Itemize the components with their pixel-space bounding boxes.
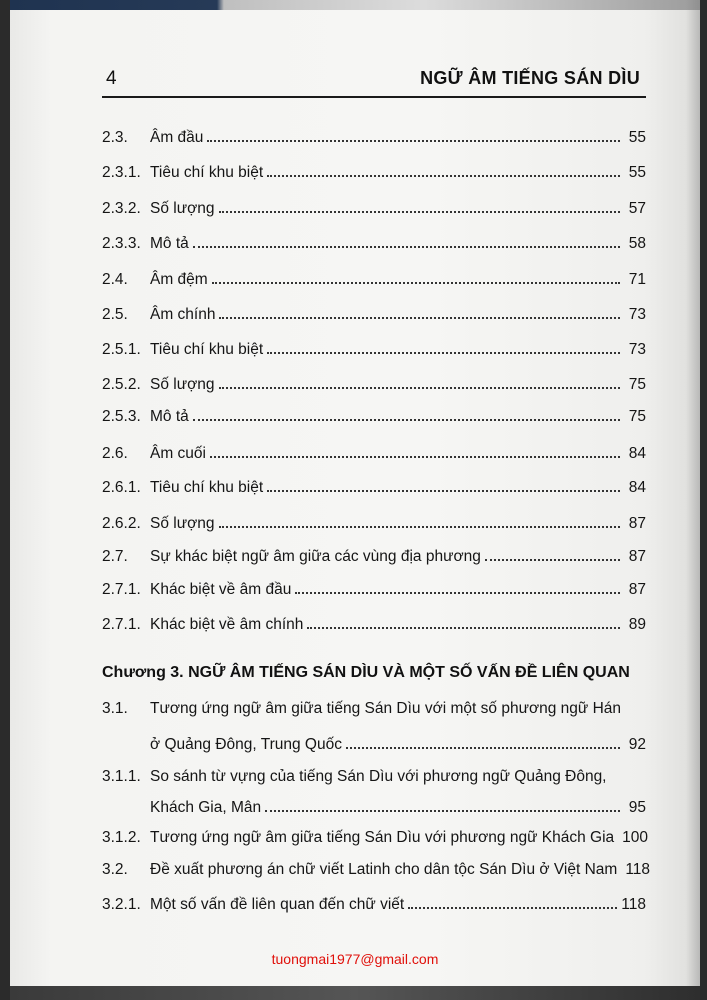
toc-entry-second-line bbox=[150, 796, 646, 822]
toc-entry-page: 118 bbox=[625, 861, 651, 878]
dot-leader bbox=[219, 197, 621, 213]
toc-entry-title: Khác biệt về âm chính bbox=[150, 616, 304, 633]
toc-entry-first-line bbox=[102, 768, 646, 792]
toc-entry-page: 84 bbox=[628, 445, 646, 462]
toc-entry bbox=[102, 578, 646, 604]
toc-entry bbox=[102, 826, 649, 852]
toc-entry bbox=[102, 405, 646, 431]
toc-entry-title-continued: Khách Gia, Mân bbox=[150, 799, 262, 816]
toc-entry-title-continued: ở Quảng Đông, Trung Quốc bbox=[150, 736, 342, 753]
toc-entry-page: 95 bbox=[628, 799, 646, 816]
toc-entry-page: 100 bbox=[622, 829, 649, 846]
dot-leader bbox=[267, 476, 620, 492]
toc-entry-title: Tương ứng ngữ âm giữa tiếng Sán Dìu với phương ngữ Khách Gia bbox=[150, 829, 615, 846]
toc-entry bbox=[102, 545, 646, 571]
dot-leader bbox=[212, 268, 620, 284]
dot-leader bbox=[485, 545, 620, 561]
dot-leader bbox=[307, 613, 620, 629]
toc-entry-title: Số lượng bbox=[150, 376, 215, 393]
toc-entry-title: Số lượng bbox=[150, 515, 215, 532]
toc-entry-number: 3.2.1. bbox=[102, 896, 141, 913]
toc-entry-page: 58 bbox=[628, 235, 646, 252]
toc-entry-page: 87 bbox=[628, 548, 646, 565]
dot-leader bbox=[219, 512, 621, 528]
toc-entry-page: 75 bbox=[628, 408, 646, 425]
toc-entry-title: Âm chính bbox=[150, 306, 216, 323]
toc-entry-page: 55 bbox=[628, 129, 646, 146]
dot-leader bbox=[193, 232, 620, 248]
toc-entry-number: 2.3.2. bbox=[102, 200, 141, 217]
toc-entry-title: Đề xuất phương án chữ viết Latinh cho dân tộc Sán Dìu ở Việt Nam bbox=[150, 861, 618, 878]
toc-entry-title: Tiêu chí khu biệt bbox=[150, 341, 264, 358]
dot-leader bbox=[219, 303, 620, 319]
toc-entry-page: 71 bbox=[628, 271, 646, 288]
dot-leader bbox=[219, 373, 621, 389]
toc-entry-title: Âm cuối bbox=[150, 445, 206, 462]
toc-entry-number: 2.3.3. bbox=[102, 235, 141, 252]
dot-leader bbox=[210, 442, 620, 458]
toc-entry-number: 3.1.2. bbox=[102, 829, 141, 846]
toc-entry-title: Tương ứng ngữ âm giữa tiếng Sán Dìu với một số phương ngữ Hán bbox=[150, 700, 622, 717]
toc-entry-page: 118 bbox=[621, 896, 646, 913]
toc-entry-number: 2.5.3. bbox=[102, 408, 141, 425]
dot-leader bbox=[207, 126, 620, 142]
toc-entry-page: 87 bbox=[628, 515, 646, 532]
page-header bbox=[102, 64, 646, 98]
dot-leader bbox=[193, 405, 620, 421]
toc-entry-page: 92 bbox=[628, 736, 646, 753]
toc-entry-page: 75 bbox=[628, 376, 646, 393]
top-edge bbox=[10, 0, 700, 10]
dot-leader bbox=[267, 338, 620, 354]
toc-entry-number: 2.6.1. bbox=[102, 479, 141, 496]
toc-entry-number: 3.2. bbox=[102, 861, 128, 878]
toc-entry bbox=[102, 858, 651, 884]
toc-entry-second-line bbox=[150, 733, 646, 759]
toc-entry-title: Mô tả bbox=[150, 408, 189, 425]
toc-entry-title: So sánh từ vựng của tiếng Sán Dìu với phương ngữ Quảng Đông, bbox=[150, 768, 607, 785]
toc-entry-page: 87 bbox=[628, 581, 646, 598]
toc-entry-page: 55 bbox=[628, 164, 646, 181]
toc-entry-number: 3.1. bbox=[102, 700, 128, 717]
toc-entry-title: Một số vấn đề liên quan đến chữ viết bbox=[150, 896, 405, 913]
dot-leader bbox=[265, 796, 620, 812]
dot-leader bbox=[408, 893, 617, 909]
toc-entry-number: 2.7.1. bbox=[102, 616, 141, 633]
toc-entry bbox=[102, 126, 646, 152]
footer-email: tuongmai1977@gmail.com bbox=[271, 951, 439, 967]
toc-entry-number: 2.6. bbox=[102, 445, 128, 462]
toc-entry-title: Số lượng bbox=[150, 200, 215, 217]
toc-entry-first-line bbox=[102, 700, 646, 724]
toc-entry-page: 57 bbox=[628, 200, 646, 217]
toc-entry-number: 2.7. bbox=[102, 548, 128, 565]
toc-entry-title: Âm đầu bbox=[150, 129, 204, 146]
toc-entry bbox=[102, 373, 646, 399]
toc-entry bbox=[102, 268, 646, 294]
toc-entry bbox=[102, 161, 646, 187]
toc-entry-page: 89 bbox=[628, 616, 646, 633]
toc-entry-number: 2.6.2. bbox=[102, 515, 141, 532]
toc-entry bbox=[102, 893, 646, 919]
running-title: NGỮ ÂM TIẾNG SÁN DÌU bbox=[420, 68, 640, 88]
toc-entry-number: 2.7.1. bbox=[102, 581, 141, 598]
dot-leader bbox=[267, 161, 620, 177]
toc-entry-number: 3.1.1. bbox=[102, 768, 141, 785]
toc-entry-title: Sự khác biệt ngữ âm giữa các vùng địa phương bbox=[150, 548, 481, 565]
toc-entry-page: 73 bbox=[628, 306, 646, 323]
toc-entry-title: Khác biệt về âm đầu bbox=[150, 581, 292, 598]
toc-entry bbox=[102, 476, 646, 502]
toc-entry bbox=[102, 232, 646, 258]
chapter-heading: Chương 3. NGỮ ÂM TIẾNG SÁN DÌU VÀ MỘT SỐ VẤN ĐỀ LIÊN QUAN bbox=[102, 664, 630, 681]
toc-entry-page: 73 bbox=[628, 341, 646, 358]
page-edge-shadow bbox=[686, 0, 700, 1000]
toc-entry-page: 84 bbox=[628, 479, 646, 496]
toc-entry bbox=[102, 512, 646, 538]
page-number: 4 bbox=[106, 68, 117, 89]
toc-entry bbox=[102, 442, 646, 468]
bottom-edge bbox=[10, 986, 700, 1000]
toc-entry bbox=[102, 338, 646, 364]
toc-entry-title: Âm đệm bbox=[150, 271, 208, 288]
toc-entry bbox=[102, 197, 646, 223]
toc-entry-number: 2.4. bbox=[102, 271, 128, 288]
toc-entry-title: Tiêu chí khu biệt bbox=[150, 479, 264, 496]
toc-entry-number: 2.5.1. bbox=[102, 341, 141, 358]
toc-entry-title: Mô tả bbox=[150, 235, 189, 252]
toc-entry-number: 2.3.1. bbox=[102, 164, 141, 181]
toc-entry bbox=[102, 303, 646, 329]
toc-entry-title: Tiêu chí khu biệt bbox=[150, 164, 264, 181]
toc-entry bbox=[102, 613, 646, 639]
toc-entry-number: 2.5. bbox=[102, 306, 128, 323]
dot-leader bbox=[346, 733, 620, 749]
toc-entry-number: 2.5.2. bbox=[102, 376, 141, 393]
toc-entry-number: 2.3. bbox=[102, 129, 128, 146]
dot-leader bbox=[295, 578, 620, 594]
